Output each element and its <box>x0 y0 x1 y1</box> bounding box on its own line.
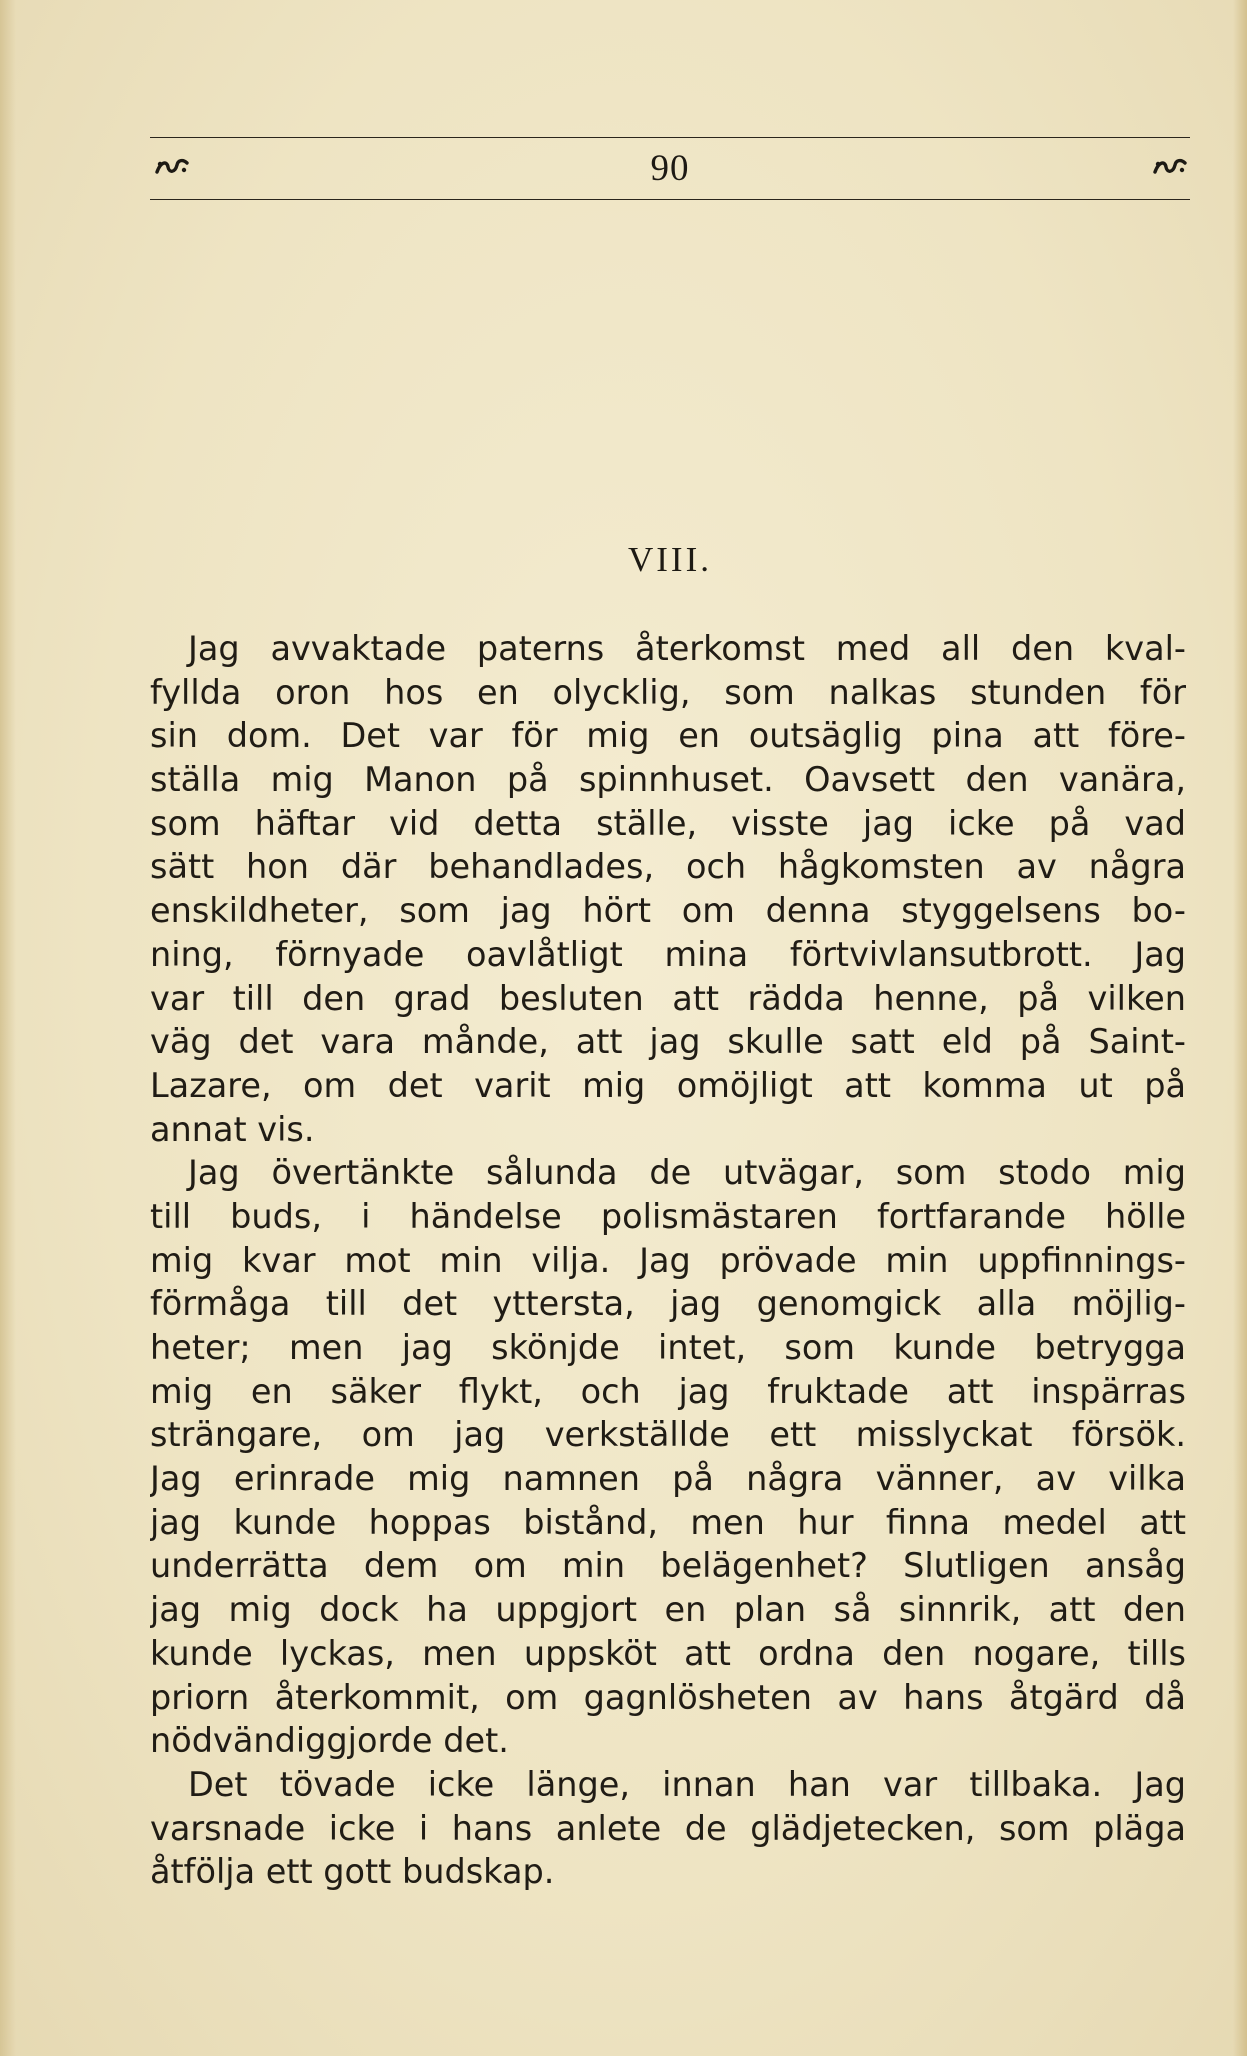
text-line: kunde lyckas, men uppsköt att ordna den nogare, tills <box>150 1633 1186 1673</box>
chapter-heading: VIII. <box>628 540 712 579</box>
text-line: priorn återkommit, om gagnlösheten av hans åtgärd då <box>150 1677 1186 1717</box>
text-line: jag mig dock ha uppgjort en plan så sinnrik, att den <box>150 1590 1186 1630</box>
header-rule <box>150 199 1190 200</box>
text-line: heter; men jag skönjde intet, som kunde betrygga <box>150 1328 1186 1367</box>
running-header <box>150 137 1190 203</box>
body-text <box>150 627 1186 1894</box>
text-line: strängare, om jag verkställde ett misslyckat försök. <box>150 1415 1186 1455</box>
ornament-icon <box>1152 155 1188 177</box>
text-line: åtfölja ett gott budskap. <box>150 1852 555 1892</box>
text-line: ning, förnyade oavlåtligt mina förtvivlansutbrott. Jag <box>150 934 1186 974</box>
text-line: underrätta dem om min belägenhet? Slutligen ansåg <box>150 1546 1186 1586</box>
text-line: Lazare, om det varit mig omöjligt att komma ut på <box>150 1065 1186 1105</box>
text-line: ställa mig Manon på spinnhuset. Oavsett den vanära, <box>150 760 1186 800</box>
text-line: till buds, i händelse polismästaren fortfarande hölle <box>150 1196 1186 1236</box>
page-number: 90 <box>650 148 690 189</box>
header-rule <box>150 137 1190 138</box>
page-edge-shadow <box>0 0 16 2056</box>
text-line: sätt hon där behandlades, och hågkomsten av några <box>150 847 1186 887</box>
text-line: enskildheter, som jag hört om denna styggelsens bo- <box>150 891 1186 931</box>
text-line: förmåga till det yttersta, jag genomgick alla möjlig- <box>150 1284 1186 1324</box>
paragraph <box>150 1763 1186 1894</box>
text-line: som häftar vid detta ställe, visste jag icke på vad <box>150 803 1186 843</box>
text-line: fyllda oron hos en olycklig, som nalkas stunden för <box>150 672 1186 712</box>
text-line: varsnade icke i hans anlete de glädjetecken, som pläga <box>150 1808 1186 1848</box>
text-line: var till den grad besluten att rädda henne, på vilken <box>150 978 1186 1018</box>
text-line: mig en säker flykt, och jag fruktade att inspärras <box>150 1371 1186 1411</box>
text-line: annat vis. <box>150 1109 315 1149</box>
text-line: jag kunde hoppas bistånd, men hur finna medel att <box>150 1502 1186 1542</box>
text-line: Jag övertänkte sålunda de utvägar, som stodo mig <box>188 1153 1186 1193</box>
text-line: sin dom. Det var för mig en outsäglig pina att före- <box>150 716 1186 756</box>
text-line: Det tövade icke länge, innan han var tillbaka. Jag <box>188 1764 1186 1804</box>
text-line: Jag avvaktade paterns återkomst med all den kval- <box>188 629 1186 668</box>
text-line: Jag erinrade mig namnen på några vänner, av vilka <box>150 1459 1186 1499</box>
paragraph <box>150 627 1186 1151</box>
text-line: nödvändiggjorde det. <box>150 1721 509 1761</box>
text-line: mig kvar mot min vilja. Jag prövade min uppfinnings- <box>150 1240 1186 1280</box>
text-line: väg det vara månde, att jag skulle satt eld på Saint- <box>150 1022 1186 1062</box>
paragraph <box>150 1151 1186 1763</box>
page-edge-shadow <box>1233 0 1247 2056</box>
